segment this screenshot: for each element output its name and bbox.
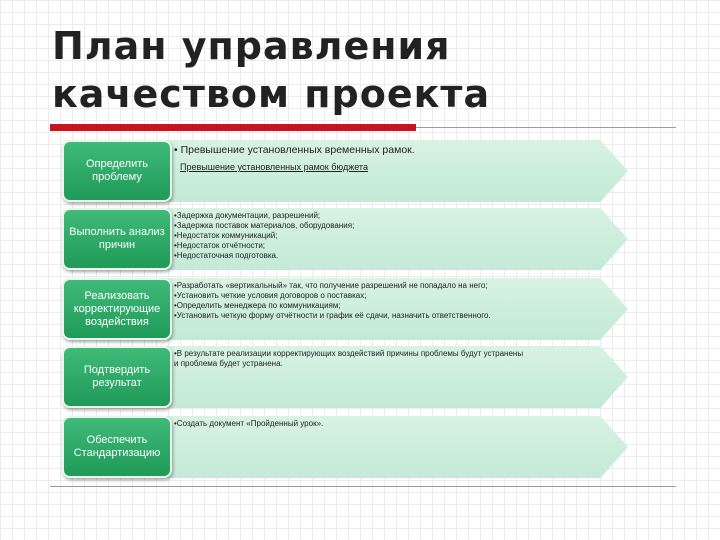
title-line-1: План управления <box>52 24 451 68</box>
step-label-box <box>62 140 172 202</box>
step-item: •Определить менеджера по коммуникациям; <box>174 301 341 310</box>
step-item: и проблема будет устранена. <box>174 359 283 368</box>
step-item: •Недостаток отчётности; <box>174 241 266 250</box>
title-divider <box>416 127 676 128</box>
step-content <box>174 419 554 429</box>
step-label-box <box>62 278 172 340</box>
step-content <box>174 281 554 321</box>
footer-divider <box>50 486 676 487</box>
step-row-implement <box>62 278 570 340</box>
step-content <box>174 211 554 261</box>
step-label-box <box>62 208 172 270</box>
step-content <box>174 143 554 174</box>
step-label: Обеспечить Стандартизацию <box>73 434 161 459</box>
step-row-confirm <box>62 346 570 408</box>
step-item: •Установить четкую форму отчётности и график её сдачи, назначить ответственного. <box>174 311 491 320</box>
step-item: •Установить четкие условия договоров о поставках; <box>174 291 367 300</box>
step-label: Определить проблему <box>85 158 148 183</box>
step-content <box>174 349 554 369</box>
step-label: Подтвердить результат <box>83 364 151 389</box>
step-item: • Превышение установленных временных рамок. <box>174 144 415 156</box>
step-item: •Недостаточная подготовка. <box>174 251 279 260</box>
step-item: •Задержка документации, разрешений; <box>174 211 321 220</box>
title-line-2: качеством проекта <box>52 72 491 116</box>
title-accent-bar <box>50 124 416 131</box>
slide-title <box>52 22 692 118</box>
step-row-standardize <box>62 416 570 478</box>
step-label-box <box>62 346 172 408</box>
step-label-box <box>62 416 172 478</box>
step-item: •В результате реализации корректирующих воздействий причины проблемы будут устранены <box>174 349 524 358</box>
step-label: Выполнить анализ причин <box>69 226 165 251</box>
step-item: •Задержка поставок материалов, оборудования; <box>174 221 355 230</box>
step-row-analyze <box>62 208 570 270</box>
step-label: Реализовать корректирующие воздействия <box>73 289 161 328</box>
step-item: Превышение установленных рамок бюджета <box>180 162 368 172</box>
step-row-define <box>62 140 570 202</box>
step-item: •Создать документ «Пройденный урок». <box>174 419 324 428</box>
step-item: •Разработать «вертикальный» так, что получение разрешений не попадало на него; <box>174 281 488 290</box>
step-item: •Недостаток коммуникаций; <box>174 231 278 240</box>
